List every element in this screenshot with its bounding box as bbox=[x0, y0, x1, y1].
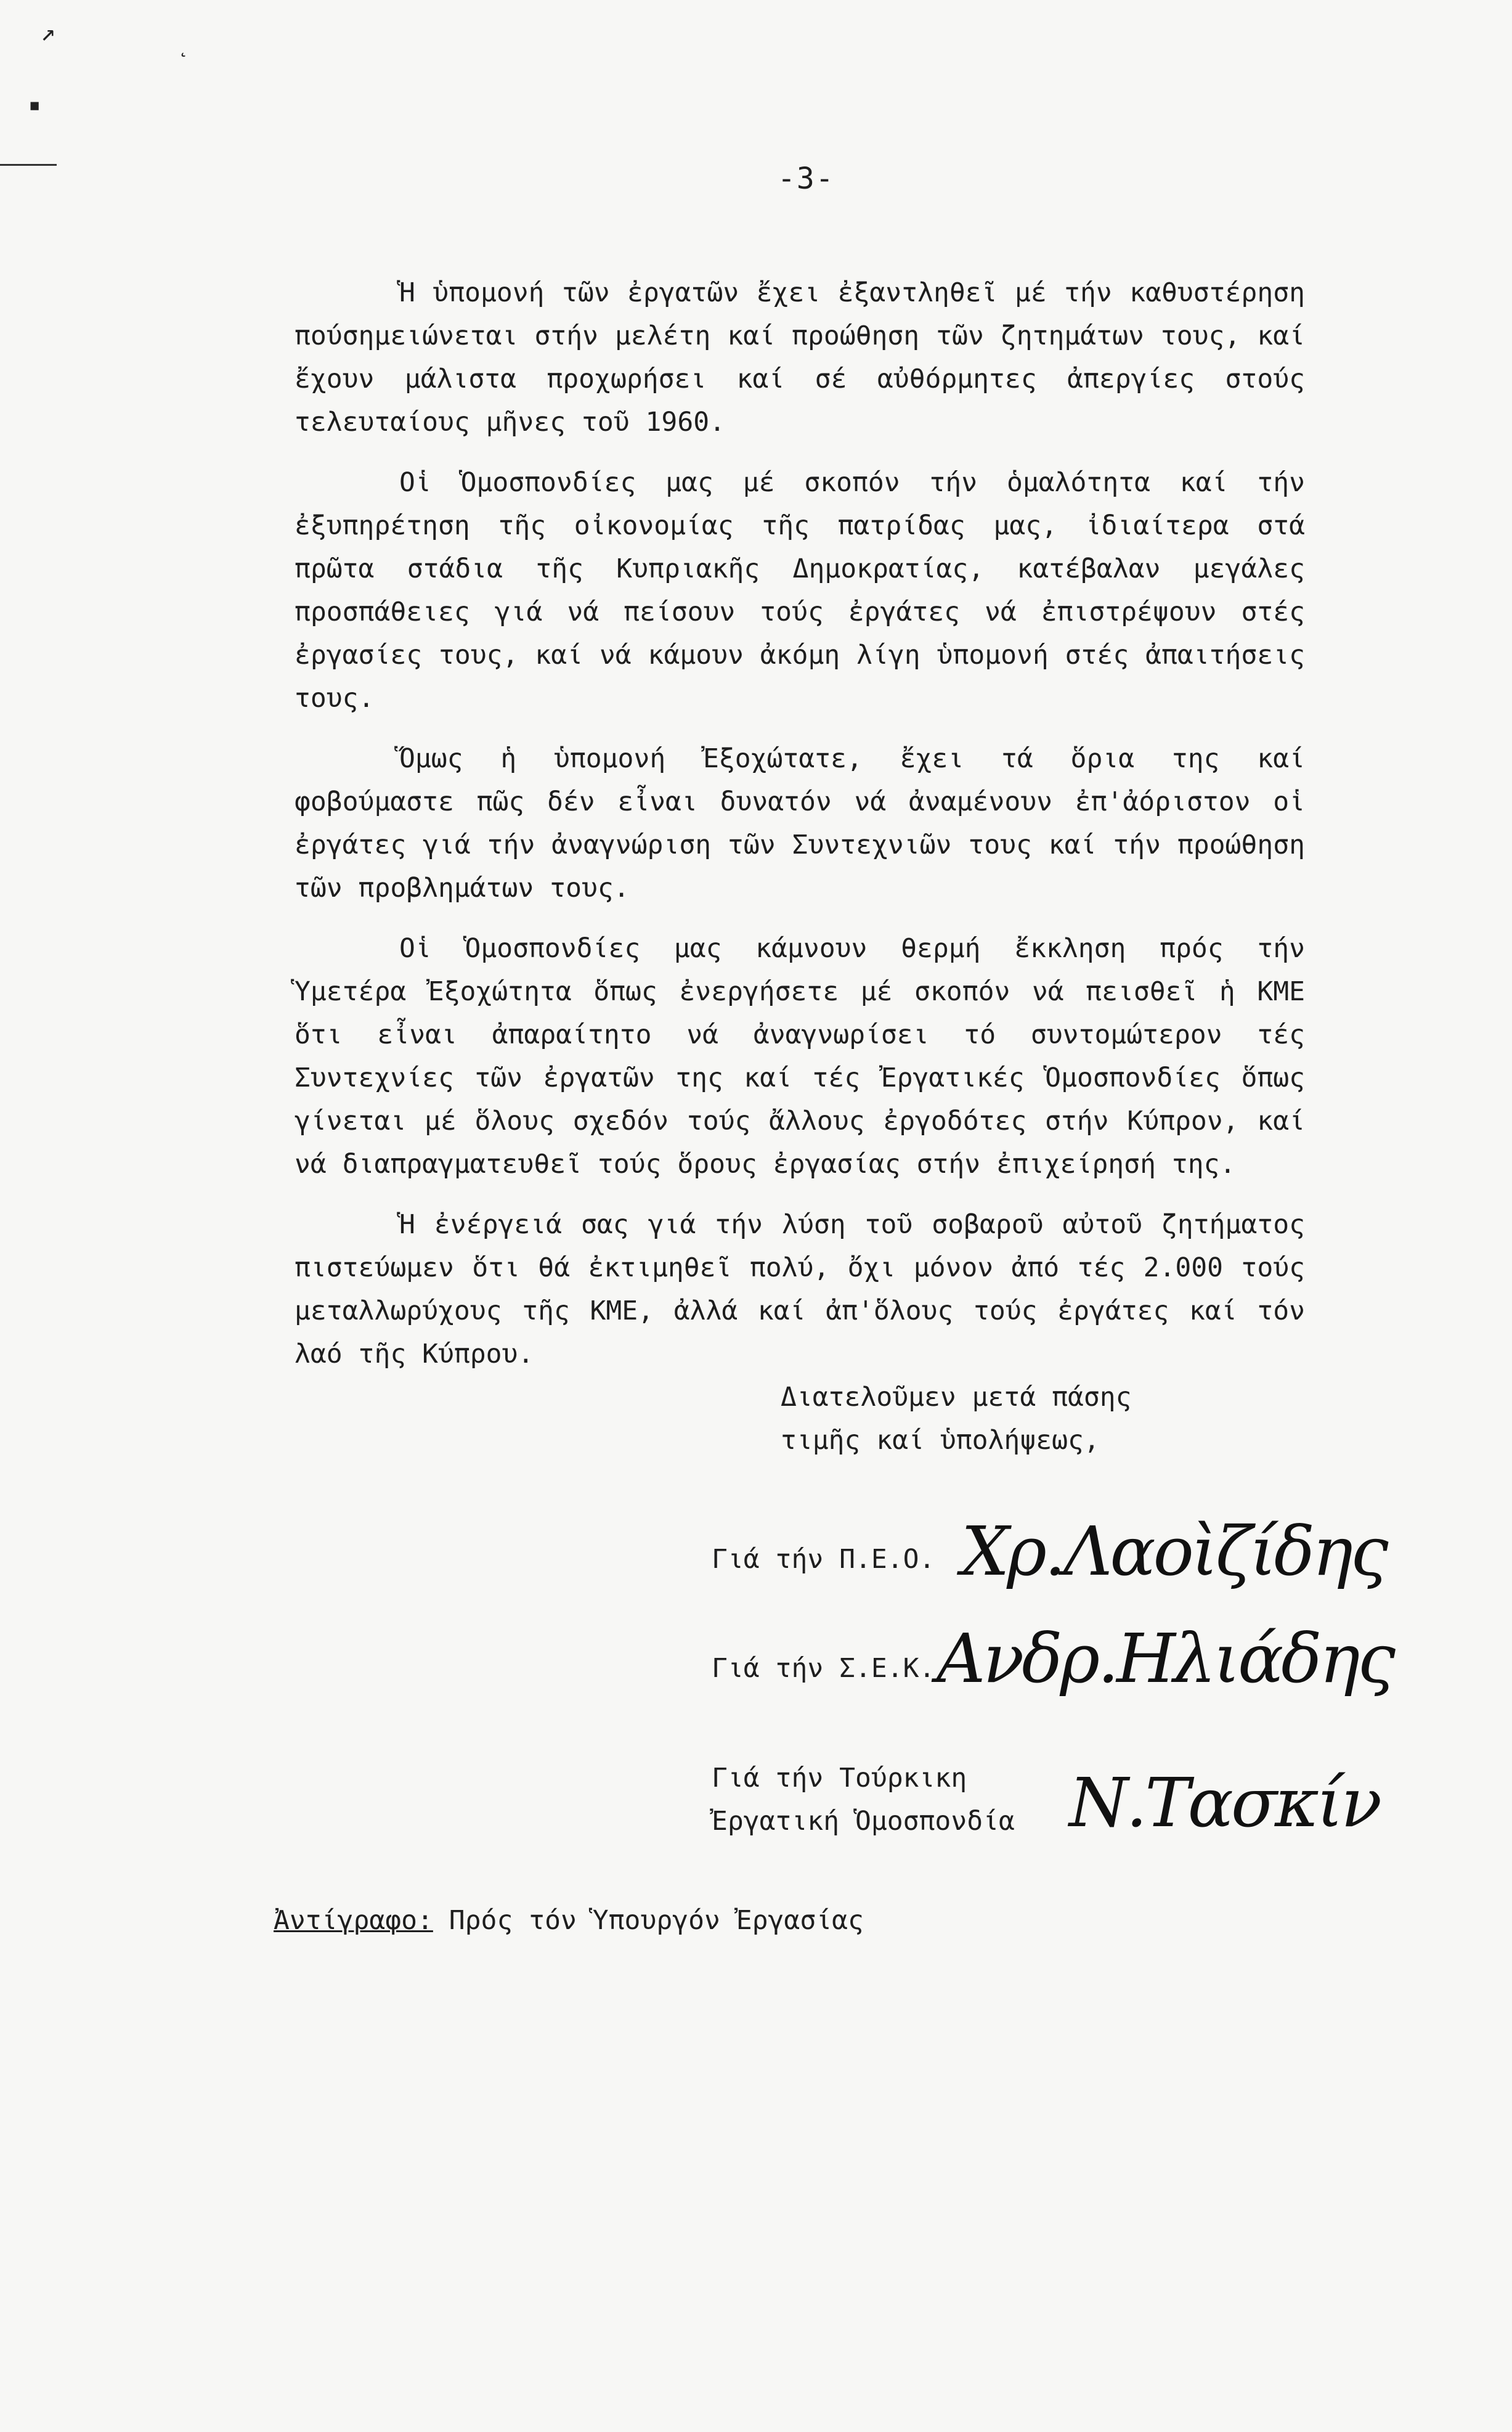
signatory-sek bbox=[712, 1647, 935, 1690]
signatory-label: Γιά τήν Τούρκικη bbox=[712, 1763, 967, 1793]
paragraph: Ὅμως ἡ ὑπομονή Ἐξοχώτατε, ἔχει τά ὅρια της καί φοβούμαστε πῶς δέν εἶναι δυνατόν νά ἀναμένουν ἐπ'ἀόριστον οἱ ἐργάτες γιά τήν ἀναγνώριση τῶν Συντεχνιῶν τους καί τήν προώθηση τῶν προβλημάτων τους. bbox=[295, 743, 1305, 904]
page-number: -3- bbox=[778, 161, 835, 196]
paragraph: Ἡ ἐνέργειά σας γιά τήν λύση τοῦ σοβαροῦ αὐτοῦ ζητήματος πιστεύωμεν ὅτι θά ἐκτιμηθεῖ πολύ, ὄχι μόνον ἀπό τές 2.000 τούς μεταλλωρύχους τῆς ΚΜΕ, ἀλλά καί ἀπ'ὅλους τούς ἐργάτες καί τόν λαό τῆς Κύπρου. bbox=[295, 1209, 1305, 1369]
signatory-peo bbox=[712, 1538, 935, 1581]
closing-formula bbox=[781, 1376, 1132, 1462]
corner-mark: ↗ bbox=[41, 18, 56, 47]
scan-speck: ▪ bbox=[28, 92, 41, 117]
signatory-label: Γιά τήν Σ.Ε.Κ. bbox=[712, 1653, 935, 1684]
signatory-label: Γιά τήν Π.Ε.Ο. bbox=[712, 1544, 935, 1575]
signatory-label: Ἐργατική Ὁμοσπονδία bbox=[712, 1806, 1015, 1837]
scan-speck: ˛ bbox=[177, 35, 190, 58]
copy-recipient: Πρός τόν Ὑπουργόν Ἐργασίας bbox=[449, 1905, 864, 1936]
signature-peo: Χρ.Λαοὶζίδης bbox=[961, 1512, 1386, 1591]
closing-line: Διατελοῦμεν μετά πάσης bbox=[781, 1382, 1132, 1413]
signatory-turkish-federation bbox=[712, 1757, 1015, 1843]
closing-line: τιμῆς καί ὑπολήψεως, bbox=[781, 1425, 1100, 1456]
signature-turkish-federation: Ν.Τασκίν bbox=[1069, 1763, 1380, 1842]
letter-body bbox=[295, 271, 1305, 1393]
paragraph: Ἡ ὑπομονή τῶν ἐργατῶν ἔχει ἐξαντληθεῖ μέ τήν καθυστέρηση πούσημειώνεται στήν μελέτη καί προώθηση τῶν ζητημάτων τους, καί ἔχουν μάλιστα προχωρήσει καί σέ αὐθόρμητες ἀπεργίες στούς τελευταίους μῆνες τοῦ 1960. bbox=[295, 277, 1305, 438]
copy-to-line bbox=[274, 1902, 864, 1939]
copy-label: Ἀντίγραφο: bbox=[274, 1905, 433, 1936]
top-rule bbox=[0, 164, 57, 166]
paragraph: Οἱ Ὁμοσπονδίες μας κάμνουν θερμή ἔκκληση πρός τήν Ὑμετέρα Ἐξοχώτητα ὅπως ἐνεργήσετε μέ σκοπόν νά πεισθεῖ ἡ ΚΜΕ ὅτι εἶναι ἀπαραίτητο νά ἀναγνωρίσει τό συντομώτερον τές Συντεχνίες τῶν ἐργατῶν της καί τές Ἐργατικές Ὁμοσπονδίες ὅπως γίνεται μέ ὅλους σχεδόν τούς ἄλλους ἐργοδότες στήν Κύπρον, καί νά διαπραγματευθεῖ τούς ὅρους ἐργασίας στήν ἐπιχείρησή της. bbox=[295, 933, 1305, 1180]
signature-sek: Ανδρ.Ηλιάδης bbox=[937, 1619, 1393, 1698]
paragraph: Οἱ Ὁμοσπονδίες μας μέ σκοπόν τήν ὁμαλότητα καί τήν ἐξυπηρέτηση τῆς οἰκονομίας τῆς πατρίδας μας, ἰδιαίτερα στά πρῶτα στάδια τῆς Κυπριακῆς Δημοκρατίας, κατέβαλαν μεγάλες προσπάθειες γιά νά πείσουν τούς ἐργάτες νά ἐπιστρέψουν στές ἐργασίες τους, καί νά κάμουν ἀκόμη λίγη ὑπομονή στές ἀπαιτήσεις τους. bbox=[295, 467, 1305, 714]
